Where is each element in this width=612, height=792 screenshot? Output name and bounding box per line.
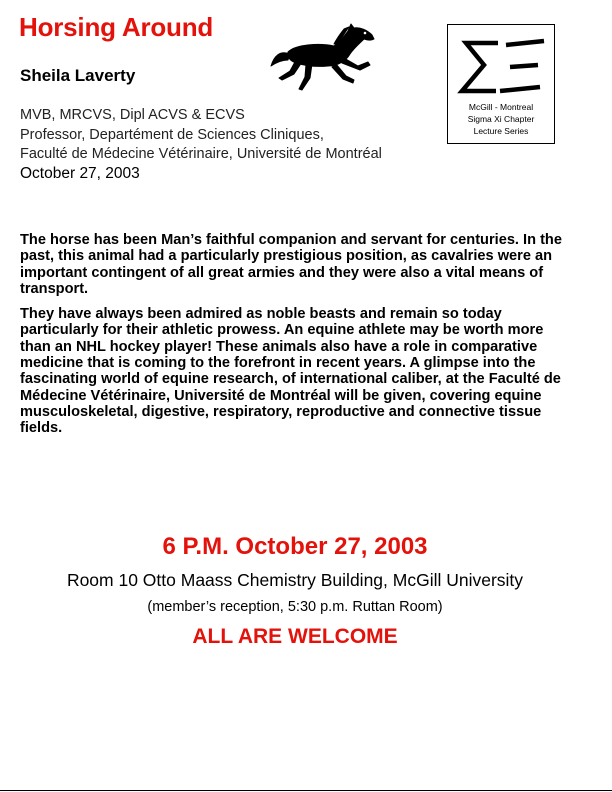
credential-line: Professor, Departément de Sciences Cliniques, bbox=[20, 126, 324, 143]
logo-caption bbox=[448, 101, 554, 137]
sigma-xi-logo bbox=[447, 24, 555, 144]
reception-note: (member’s reception, 5:30 p.m. Ruttan Room) bbox=[147, 599, 443, 615]
event-venue: Room 10 Otto Maass Chemistry Building, McGill University bbox=[66, 570, 524, 590]
galloping-horse-icon bbox=[268, 16, 380, 96]
logo-line: McGill - Montreal bbox=[468, 102, 534, 112]
lecture-date: October 27, 2003 bbox=[20, 165, 140, 182]
lecture-abstract bbox=[20, 232, 572, 446]
abstract-paragraph: The horse has been Man’s faithful companion and servant for centuries. In the past, this animal had a particularly prestigious position, as cavalries were an important contingent of all great armies and they were also a vital means of transport. bbox=[20, 232, 562, 297]
speaker-name: Sheila Laverty bbox=[20, 66, 136, 85]
sigma-xi-symbol bbox=[454, 35, 548, 95]
credential-line: MVB, MRCVS, Dipl ACVS & ECVS bbox=[20, 107, 245, 123]
abstract-paragraph: They have always been admired as noble beasts and remain so today particularly for their athletic prowess. An equine athlete may be worth more than an NHL hockey player! These animals also have a role in comparative medicine that is coming to the forefront in recent years. A glimpse into the fascinating world of equine research, of international caliber, at the Faculté de Médecine Vétérinaire, Université de Montréal will be given, covering equine musculoskeletal, digestive, respiratory, reproductive and connective tissue fields. bbox=[20, 306, 561, 437]
bottom-divider bbox=[0, 790, 612, 791]
credential-line: Faculté de Médecine Vétérinaire, Université de Montréal bbox=[20, 146, 382, 162]
speaker-credentials bbox=[20, 106, 382, 165]
logo-line: Lecture Series bbox=[473, 126, 529, 136]
logo-line: Sigma Xi Chapter bbox=[467, 114, 535, 124]
event-time: 6 P.M. October 27, 2003 bbox=[162, 533, 428, 560]
welcome-banner: ALL ARE WELCOME bbox=[192, 625, 398, 648]
page-title: Horsing Around bbox=[19, 12, 214, 42]
